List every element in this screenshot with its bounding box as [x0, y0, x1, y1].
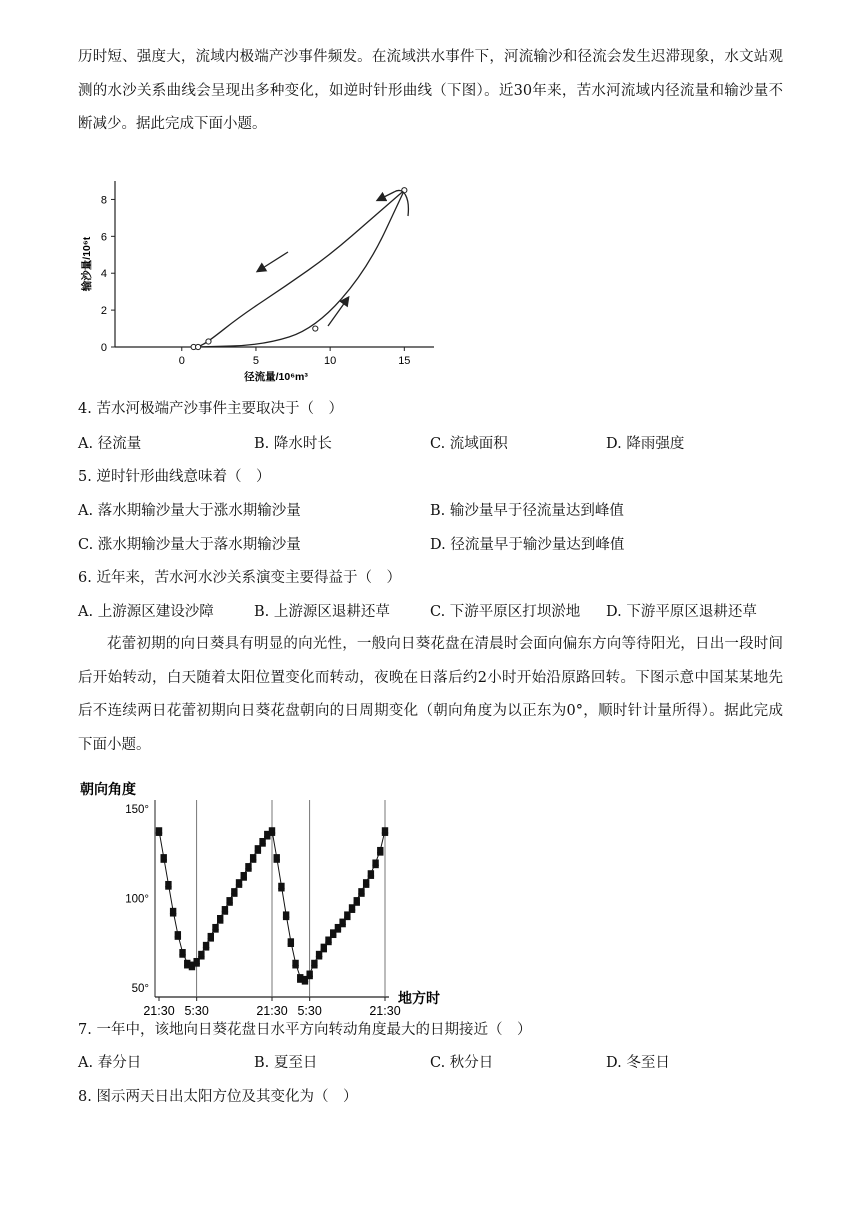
- arrow-falling-limb: [258, 252, 288, 271]
- orientation-marker-shadow: [278, 888, 284, 892]
- orientation-marker-shadow: [368, 875, 374, 879]
- orientation-marker-shadow: [241, 877, 247, 881]
- x-tick-label: 21:30: [369, 1004, 401, 1018]
- data-point-marker: [206, 339, 211, 344]
- y-axis-title: 朝向角度: [80, 781, 136, 797]
- orientation-marker-shadow: [354, 902, 360, 906]
- q7-option-a[interactable]: A. 春分日: [78, 1055, 142, 1071]
- orientation-marker-shadow: [203, 947, 209, 951]
- x-axis-title: 地方时: [398, 990, 440, 1006]
- orientation-marker-shadow: [208, 938, 214, 942]
- orientation-marker-shadow: [156, 832, 162, 836]
- orientation-marker-shadow: [264, 836, 270, 840]
- orientation-marker-shadow: [179, 954, 185, 958]
- intro-paragraph-sunflower: 花蕾初期的向日葵具有明显的向光性，一般向日葵花盘在清晨时会面向偏东方向等待阳光，日出一段时间后开始转动，白天随着太阳位置变化而转动，夜晚在日落后约2小时开始沿原路回转。下图示意中国某某地先后不连续两日花蕾初期向日葵花盘朝向的日周期变化（朝向角度为以正东为0°，顺时针计量所得）。据此完成下面小题。: [78, 636, 783, 753]
- q5-option-b[interactable]: B. 输沙量早于径流量达到峰值: [430, 503, 624, 519]
- y-tick-label: 6: [100, 231, 107, 244]
- orientation-marker-shadow: [259, 843, 265, 847]
- orientation-marker-shadow: [231, 893, 237, 897]
- orientation-marker-shadow: [382, 832, 388, 836]
- q4-option-a[interactable]: A. 径流量: [78, 436, 142, 452]
- orientation-marker-shadow: [222, 911, 228, 915]
- orientation-marker-shadow: [311, 965, 317, 969]
- q5-option-c[interactable]: C. 涨水期输沙量大于落水期输沙量: [78, 537, 301, 553]
- q6-option-b[interactable]: B. 上游源区退耕还草: [254, 604, 390, 620]
- q7-option-c[interactable]: C. 秋分日: [430, 1055, 494, 1071]
- orientation-marker-shadow: [316, 956, 322, 960]
- orientation-marker-shadow: [161, 859, 167, 863]
- orientation-marker-shadow: [377, 852, 383, 856]
- runoff-sediment-chart: [78, 176, 443, 388]
- q5-option-d[interactable]: D. 径流量早于输沙量达到峰值: [430, 537, 625, 553]
- orientation-marker-shadow: [306, 976, 312, 980]
- q4-option-d[interactable]: D. 降雨强度: [606, 436, 685, 452]
- y-tick-label: 4: [100, 268, 107, 281]
- question-5-stem: 5. 逆时针形曲线意味着（ ）: [78, 469, 271, 485]
- orientation-marker-shadow: [170, 913, 176, 917]
- q7-option-d[interactable]: D. 冬至日: [606, 1055, 670, 1071]
- orientation-marker-shadow: [165, 886, 171, 890]
- orientation-marker-shadow: [245, 868, 251, 872]
- y-tick-label: 50°: [131, 983, 149, 996]
- orientation-marker-shadow: [283, 917, 289, 921]
- orientation-marker-shadow: [189, 967, 195, 971]
- question-6-stem: 6. 近年来，苦水河水沙关系演变主要得益于（ ）: [78, 570, 401, 586]
- orientation-marker-shadow: [193, 963, 199, 967]
- orientation-marker-shadow: [321, 949, 327, 953]
- question-8-stem: 8. 图示两天日出太阳方位及其变化为（ ）: [78, 1089, 358, 1105]
- orientation-marker-shadow: [339, 924, 345, 928]
- orientation-marker-shadow: [330, 935, 336, 939]
- q6-option-a[interactable]: A. 上游源区建设沙障: [78, 604, 214, 620]
- x-tick-label: 5: [252, 355, 260, 367]
- arrow-peak-turn: [378, 190, 408, 216]
- orientation-marker-shadow: [302, 981, 308, 985]
- x-tick-label: 10: [324, 355, 337, 367]
- y-tick-label: 150°: [125, 803, 149, 816]
- y-tick-label: 8: [100, 194, 107, 207]
- orientation-marker-shadow: [363, 884, 369, 888]
- orientation-marker-shadow: [198, 956, 204, 960]
- orientation-marker-shadow: [344, 917, 350, 921]
- rising-limb-curve: [194, 190, 405, 347]
- q6-option-c[interactable]: C. 下游平原区打坝淤地: [430, 604, 581, 620]
- x-tick-label: 21:30: [256, 1004, 288, 1018]
- data-point-marker: [195, 344, 200, 349]
- orientation-marker-shadow: [255, 850, 261, 854]
- x-tick-label: 15: [398, 355, 411, 367]
- orientation-marker-shadow: [175, 936, 181, 940]
- orientation-marker-shadow: [358, 893, 364, 897]
- q6-option-d[interactable]: D. 下游平原区退耕还草: [606, 604, 757, 620]
- orientation-marker-shadow: [274, 859, 280, 863]
- q5-option-a[interactable]: A. 落水期输沙量大于涨水期输沙量: [78, 503, 301, 519]
- y-tick-label: 100°: [125, 893, 149, 906]
- orientation-marker-shadow: [236, 884, 242, 888]
- y-axis-label: 输沙量/10⁶t: [81, 236, 93, 292]
- question-7-stem: 7. 一年中，该地向日葵花盘日水平方向转动角度最大的日期接近（ ）: [78, 1022, 532, 1038]
- question-4-stem: 4. 苦水河极端产沙事件主要取决于（ ）: [78, 401, 343, 417]
- y-tick-label: 0: [100, 342, 107, 354]
- sunflower-orientation-chart: [78, 770, 458, 1018]
- x-tick-label: 5:30: [184, 1004, 209, 1018]
- orientation-marker-shadow: [325, 942, 331, 946]
- orientation-marker-shadow: [349, 909, 355, 913]
- q4-option-c[interactable]: C. 流域面积: [430, 436, 508, 452]
- orientation-marker-shadow: [372, 865, 378, 869]
- orientation-marker-shadow: [226, 902, 232, 906]
- orientation-marker-shadow: [335, 929, 341, 933]
- q4-option-b[interactable]: B. 降水时长: [254, 436, 332, 452]
- orientation-marker-shadow: [212, 929, 218, 933]
- data-point-marker: [313, 326, 318, 331]
- orientation-marker-shadow: [292, 965, 298, 969]
- x-axis-label: 径流量/10⁶m³: [244, 371, 308, 383]
- falling-limb-line: [198, 190, 404, 347]
- orientation-marker-shadow: [288, 943, 294, 947]
- q7-option-b[interactable]: B. 夏至日: [254, 1055, 318, 1071]
- intro-paragraph-sediment: 历时短、强度大，流域内极端产沙事件频发。在流域洪水事件下，河流输沙和径流会发生迟滞现象，水文站观测的水沙关系曲线会呈现出多种变化，如逆时针形曲线（下图）。近30年来，苦水河流域内径流量和输沙量不断减少。据此完成下面小题。: [78, 49, 783, 132]
- y-tick-label: 2: [100, 305, 107, 318]
- x-tick-label: 21:30: [143, 1004, 175, 1018]
- x-tick-label: 5:30: [297, 1004, 322, 1018]
- orientation-marker-shadow: [217, 920, 223, 924]
- x-tick-label: 0: [178, 355, 185, 367]
- orientation-marker-shadow: [250, 859, 256, 863]
- orientation-marker-shadow: [269, 832, 275, 836]
